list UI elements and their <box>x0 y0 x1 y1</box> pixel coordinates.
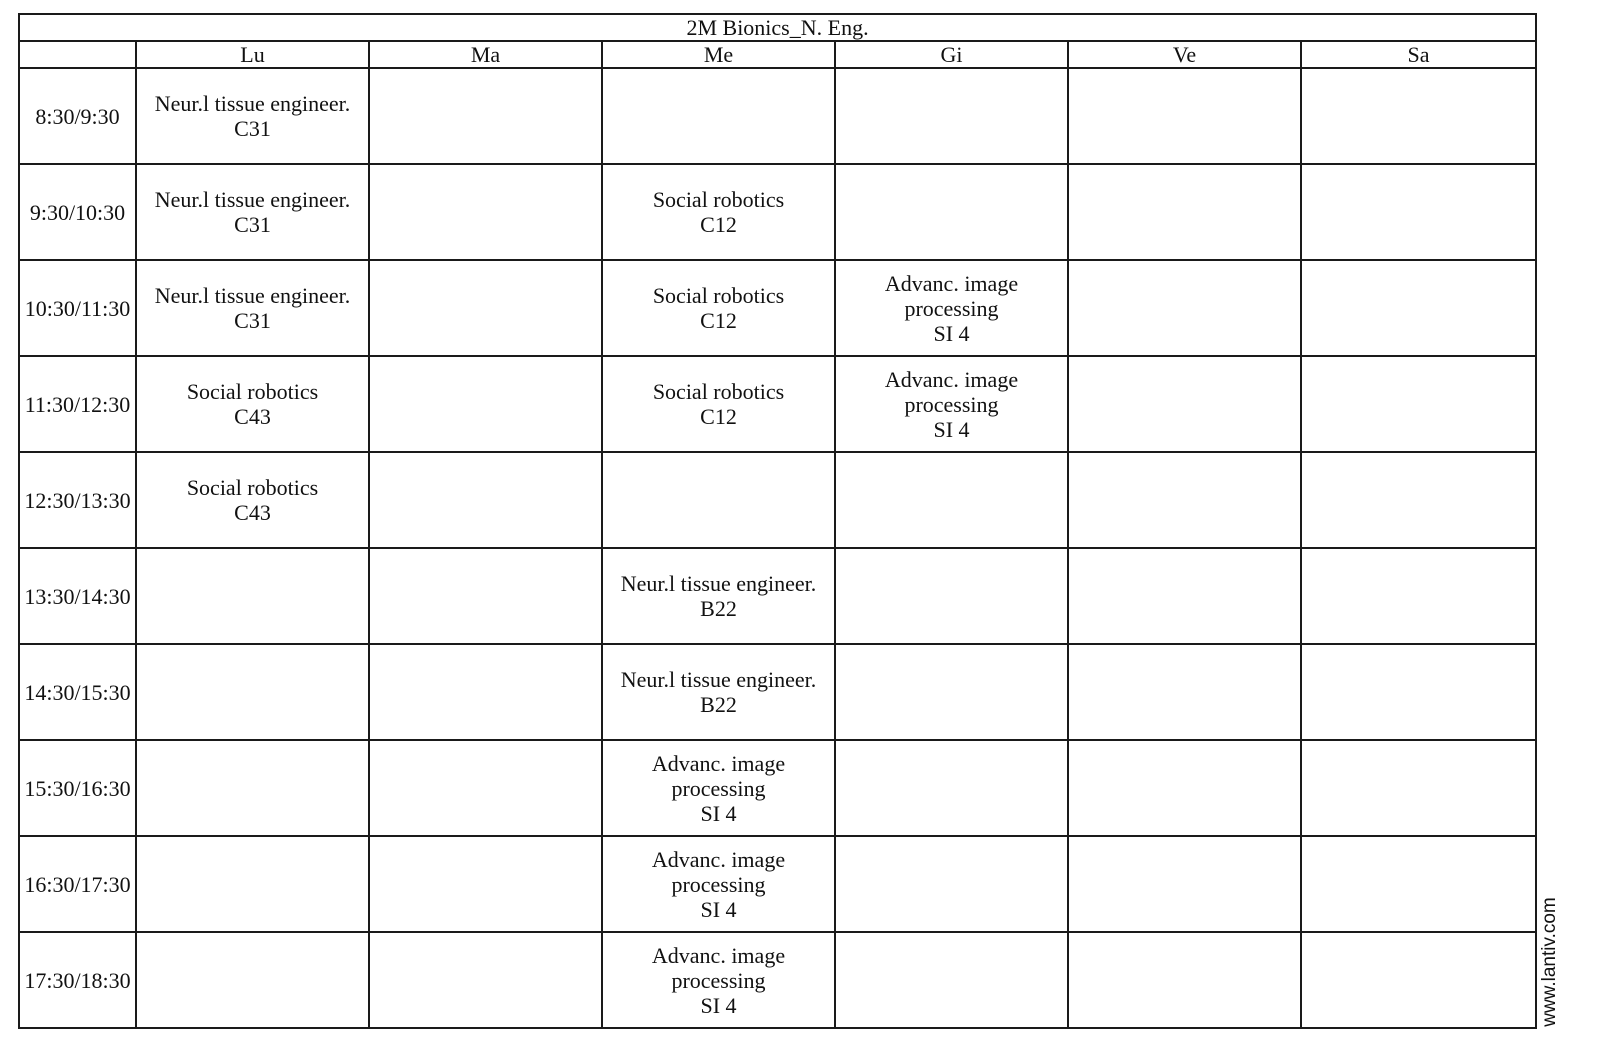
course-label: Advanc. image <box>651 846 786 872</box>
day-header-gi: Gi <box>835 41 1068 68</box>
time-slot-label: 15:30/16:30 <box>19 740 136 836</box>
room-label: C43 <box>234 500 271 525</box>
schedule-cell-ma <box>369 932 602 1028</box>
time-slot-label: 10:30/11:30 <box>19 260 136 356</box>
schedule-cell-sa <box>1301 548 1536 644</box>
schedule-cell-sa <box>1301 356 1536 452</box>
course-label: Advanc. image <box>884 270 1019 296</box>
schedule-cell-ma <box>369 644 602 740</box>
schedule-cell-sa <box>1301 260 1536 356</box>
schedule-cell-gi <box>835 836 1068 932</box>
room-label: C43 <box>234 404 271 429</box>
schedule-cell-gi <box>835 548 1068 644</box>
schedule-cell-me <box>602 356 835 452</box>
room-label: B22 <box>700 692 737 717</box>
schedule-cell-ve <box>1068 644 1301 740</box>
schedule-cell-me <box>602 740 835 836</box>
schedule-cell-ma <box>369 260 602 356</box>
schedule-cell-lu <box>136 452 369 548</box>
course-label: Neur.l tissue engineer. <box>154 187 351 212</box>
course-label: Neur.l tissue engineer. <box>154 91 351 116</box>
schedule-cell-gi <box>835 932 1068 1028</box>
course-label: Social robotics <box>652 283 785 308</box>
schedule-row <box>19 644 1536 740</box>
schedule-cell-ma <box>369 548 602 644</box>
room-label: SI 4 <box>700 896 737 922</box>
schedule-cell-gi <box>835 356 1068 452</box>
schedule-row <box>19 68 1536 164</box>
room-label: SI 4 <box>933 416 970 442</box>
day-header-ve: Ve <box>1068 41 1301 68</box>
course-label: Social robotics <box>186 475 319 500</box>
time-column-header <box>19 41 136 68</box>
course-label: processing <box>904 391 999 417</box>
schedule-cell-me <box>602 68 835 164</box>
schedule-cell-ma <box>369 740 602 836</box>
time-slot-label: 12:30/13:30 <box>19 452 136 548</box>
schedule-table <box>18 13 1537 1029</box>
room-label: SI 4 <box>700 800 737 826</box>
schedule-cell-gi <box>835 164 1068 260</box>
time-slot-label: 14:30/15:30 <box>19 644 136 740</box>
room-label: C31 <box>234 116 271 141</box>
schedule-cell-lu <box>136 644 369 740</box>
schedule-cell-sa <box>1301 644 1536 740</box>
day-header-sa: Sa <box>1301 41 1536 68</box>
schedule-cell-ve <box>1068 836 1301 932</box>
time-slot-label: 9:30/10:30 <box>19 164 136 260</box>
time-slot-label: 17:30/18:30 <box>19 932 136 1028</box>
course-label: Neur.l tissue engineer. <box>620 571 817 596</box>
time-slot-label: 16:30/17:30 <box>19 836 136 932</box>
schedule-cell-gi <box>835 260 1068 356</box>
schedule-cell-ma <box>369 836 602 932</box>
schedule-cell-me <box>602 548 835 644</box>
schedule-cell-gi <box>835 68 1068 164</box>
schedule-cell-ve <box>1068 548 1301 644</box>
room-label: C12 <box>700 404 737 429</box>
schedule-cell-lu <box>136 548 369 644</box>
time-slot-label: 11:30/12:30 <box>19 356 136 452</box>
room-label: C12 <box>700 212 737 237</box>
course-label: Social robotics <box>652 379 785 404</box>
schedule-row <box>19 260 1536 356</box>
course-label: Neur.l tissue engineer. <box>154 283 351 308</box>
schedule-cell-ve <box>1068 452 1301 548</box>
day-header-me: Me <box>602 41 835 68</box>
course-label: Social robotics <box>186 379 319 404</box>
schedule-cell-ma <box>369 452 602 548</box>
schedule-cell-sa <box>1301 740 1536 836</box>
schedule-cell-lu <box>136 836 369 932</box>
schedule-cell-ve <box>1068 260 1301 356</box>
room-label: C31 <box>234 308 271 333</box>
day-header-ma: Ma <box>369 41 602 68</box>
schedule-cell-lu <box>136 740 369 836</box>
schedule-cell-ma <box>369 356 602 452</box>
schedule-cell-ve <box>1068 68 1301 164</box>
schedule-cell-me <box>602 644 835 740</box>
schedule-cell-me <box>602 932 835 1028</box>
schedule-cell-sa <box>1301 836 1536 932</box>
schedule-cell-ve <box>1068 740 1301 836</box>
time-slot-label: 13:30/14:30 <box>19 548 136 644</box>
schedule-cell-gi <box>835 740 1068 836</box>
schedule-row <box>19 740 1536 836</box>
schedule-cell-ve <box>1068 932 1301 1028</box>
room-label: SI 4 <box>933 320 970 346</box>
schedule-cell-ma <box>369 68 602 164</box>
course-label: Advanc. image <box>651 750 786 776</box>
room-label: B22 <box>700 596 737 621</box>
schedule-cell-me <box>602 260 835 356</box>
day-header-lu: Lu <box>136 41 369 68</box>
schedule-cell-lu <box>136 356 369 452</box>
schedule-cell-me <box>602 452 835 548</box>
schedule-cell-lu <box>136 260 369 356</box>
room-label: C12 <box>700 308 737 333</box>
course-label: Social robotics <box>652 187 785 212</box>
schedule-cell-sa <box>1301 68 1536 164</box>
room-label: SI 4 <box>700 992 737 1018</box>
schedule-body <box>19 68 1536 1028</box>
schedule-title: 2M Bionics_N. Eng. <box>19 14 1536 41</box>
course-label: processing <box>671 967 766 993</box>
watermark-text: www.lantiv.com <box>1539 897 1560 1027</box>
schedule-row <box>19 548 1536 644</box>
time-slot-label: 8:30/9:30 <box>19 68 136 164</box>
schedule-cell-ve <box>1068 356 1301 452</box>
room-label: C31 <box>234 212 271 237</box>
schedule-row <box>19 356 1536 452</box>
schedule-cell-ve <box>1068 164 1301 260</box>
schedule-cell-lu <box>136 68 369 164</box>
schedule-cell-gi <box>835 644 1068 740</box>
schedule-cell-gi <box>835 452 1068 548</box>
course-label: processing <box>671 775 766 801</box>
schedule-row <box>19 164 1536 260</box>
schedule-cell-me <box>602 836 835 932</box>
course-label: Neur.l tissue engineer. <box>620 667 817 692</box>
schedule-cell-sa <box>1301 452 1536 548</box>
schedule-cell-sa <box>1301 164 1536 260</box>
schedule-cell-ma <box>369 164 602 260</box>
course-label: Advanc. image <box>651 942 786 968</box>
course-label: processing <box>671 871 766 897</box>
schedule-cell-me <box>602 164 835 260</box>
schedule-row <box>19 836 1536 932</box>
schedule-cell-lu <box>136 164 369 260</box>
course-label: Advanc. image <box>884 366 1019 392</box>
schedule-cell-lu <box>136 932 369 1028</box>
day-header-row <box>19 41 1536 68</box>
schedule-row <box>19 932 1536 1028</box>
schedule-cell-sa <box>1301 932 1536 1028</box>
course-label: processing <box>904 295 999 321</box>
schedule-row <box>19 452 1536 548</box>
